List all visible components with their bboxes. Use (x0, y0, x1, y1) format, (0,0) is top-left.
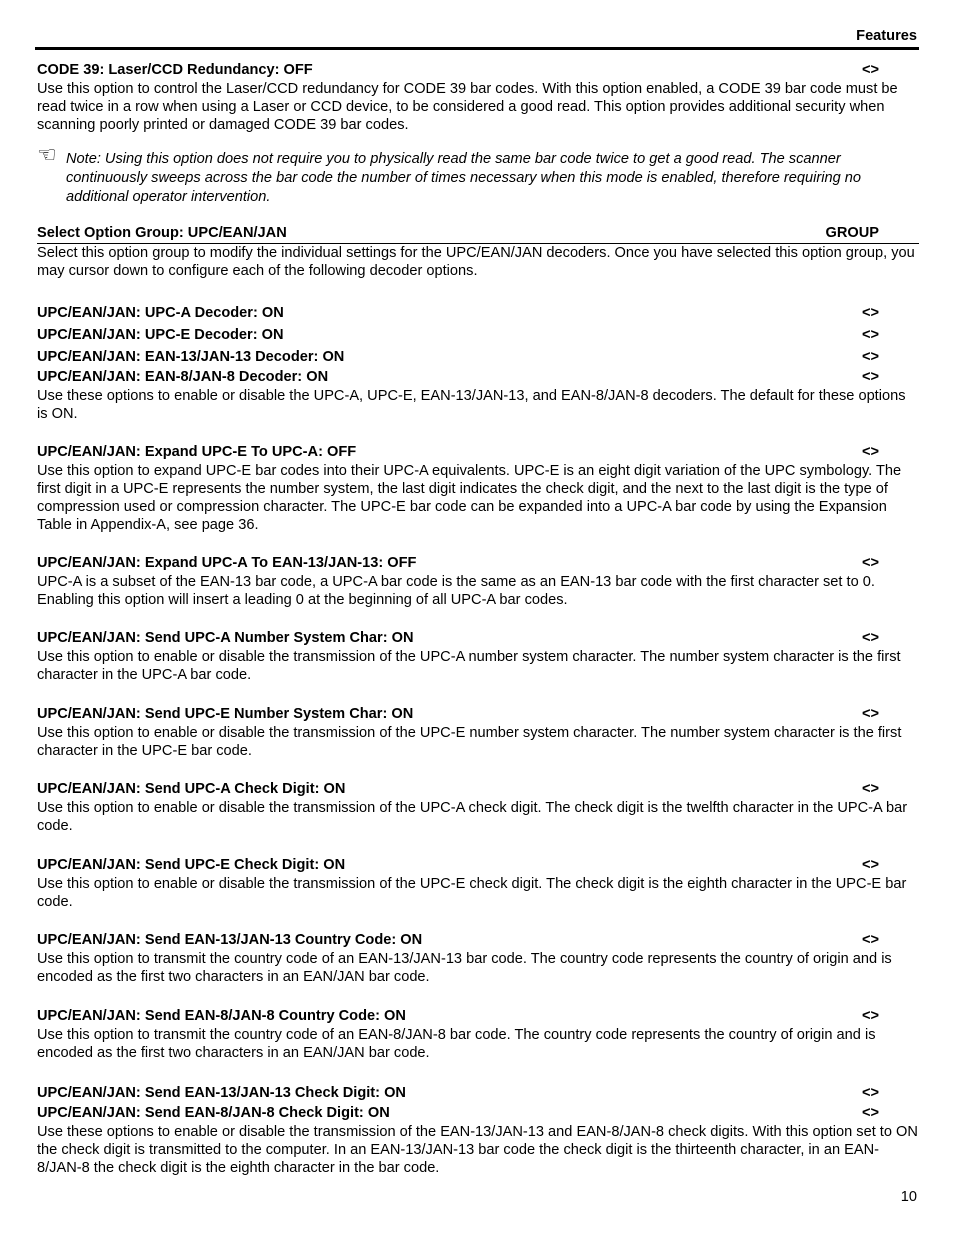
option-description: UPC-A is a subset of the EAN-13 bar code, a UPC-A bar code is the same as an EAN-13 bar code with the first character set to 0. Enabling this option will insert a leading 0 at the beginning of all UPC-A bar codes. (37, 574, 875, 608)
option-title: UPC/EAN/JAN: UPC-E Decoder: ON (37, 327, 284, 343)
option-heading (37, 629, 919, 648)
section-ean-check-digits (37, 1082, 919, 1177)
option-description: Use this option to enable or disable the transmission of the UPC-A number system character. The number system character is the first character in the UPC-A bar code. (37, 649, 901, 683)
option-heading (37, 443, 919, 462)
option-title: UPC/EAN/JAN: Send UPC-A Check Digit: ON (37, 781, 346, 797)
option-heading (37, 1104, 919, 1123)
option-title: UPC/EAN/JAN: Send UPC-A Number System Char: ON (37, 630, 414, 646)
option-description: Use this option to expand UPC-E bar codes into their UPC-A equivalents. UPC-E is an eight digit variation of the UPC symbology. The first digit in a UPC-E represents the number system, the last digit indicates the check digit, and the next to the last digit is the type of compression used or compression character. The UPC-E bar code can be expanded into a UPC-A bar code by using the Expansion Table in Appendix-A, see page 36. (37, 463, 902, 533)
option-title: UPC/EAN/JAN: UPC-A Decoder: ON (37, 305, 284, 321)
section-upce-check-digit (37, 856, 919, 911)
option-description: Use this option to enable or disable the transmission of the UPC-E number system character. The number system character is the first character in the UPC-E bar code. (37, 725, 902, 759)
option-marker: <> (861, 1105, 879, 1121)
section-upce-number-system (37, 705, 919, 760)
option-title: UPC/EAN/JAN: Expand UPC-E To UPC-A: OFF (37, 444, 357, 460)
option-title: UPC/EAN/JAN: EAN-8/JAN-8 Decoder: ON (37, 369, 329, 385)
option-description: Use these options to enable or disable the transmission of the EAN-13/JAN-13 and EAN-8/JAN-8 check digits. With this option set to ON the check digit is transmitted to the computer. In an EAN-13/JAN-13 bar code the check digit is the thirteenth character, in an EAN-8/JAN-8 the check digit is the eighth character in the bar code. (37, 1124, 918, 1176)
note-block (37, 142, 919, 207)
option-title: Select Option Group: UPC/EAN/JAN (37, 225, 287, 241)
option-description: Use this option to transmit the country code of an EAN-13/JAN-13 bar code. The country code represents the country of origin and is encoded as the first two characters in an EAN/JAN bar code. (37, 951, 892, 985)
section-option-group (37, 224, 919, 280)
option-heading (37, 1082, 919, 1104)
option-heading (37, 324, 919, 346)
option-title: UPC/EAN/JAN: EAN-13/JAN-13 Decoder: ON (37, 349, 345, 365)
section-decoders (37, 302, 919, 423)
option-description: Use this option to enable or disable the transmission of the UPC-A check digit. The check digit is the twelfth character in the UPC-A bar code. (37, 800, 908, 834)
page-number: 10 (900, 1189, 917, 1205)
option-title: UPC/EAN/JAN: Send UPC-E Number System Char: ON (37, 706, 414, 722)
section-expand-upca (37, 554, 919, 609)
option-marker: <> (861, 857, 879, 873)
option-marker: <> (861, 369, 879, 385)
option-marker: <> (861, 305, 879, 321)
document-page (37, 0, 919, 1235)
option-marker: <> (861, 349, 879, 365)
option-title: UPC/EAN/JAN: Send EAN-8/JAN-8 Check Digit: ON (37, 1105, 390, 1121)
option-description: Use this option to enable or disable the transmission of the UPC-E check digit. The check digit is the eighth character in the UPC-E bar code. (37, 876, 907, 910)
option-marker: <> (861, 932, 879, 948)
option-marker: GROUP (825, 225, 879, 241)
section-upca-number-system (37, 629, 919, 684)
section-ean13-country-code (37, 931, 919, 986)
option-title: UPC/EAN/JAN: Send EAN-8/JAN-8 Country Code: ON (37, 1008, 406, 1024)
option-marker: <> (861, 62, 879, 78)
page-header-title: Features (856, 28, 917, 44)
option-heading (37, 61, 919, 80)
option-marker: <> (861, 1085, 879, 1101)
section-code39 (37, 61, 919, 134)
option-marker: <> (861, 327, 879, 343)
option-marker: <> (861, 444, 879, 460)
option-heading (37, 554, 919, 573)
option-heading (37, 368, 919, 387)
option-heading (37, 346, 919, 368)
option-description: Use this option to control the Laser/CCD redundancy for CODE 39 bar codes. With this option enabled, a CODE 39 bar code must be read twice in a row when using a Laser or CCD device, to be considered a good read. This option provides additional security when scanning poorly printed or damaged CODE 39 bar codes. (37, 81, 898, 133)
option-description: Select this option group to modify the individual settings for the UPC/EAN/JAN decoders. Once you have selected this option group, you may cursor down to configure each of the following decoder options. (37, 245, 915, 279)
option-title: UPC/EAN/JAN: Send EAN-13/JAN-13 Country Code: ON (37, 932, 423, 948)
pointing-hand-icon: ☜ (37, 142, 57, 167)
option-marker: <> (861, 706, 879, 722)
option-heading (37, 780, 919, 799)
option-heading (37, 1007, 919, 1026)
section-ean8-country-code (37, 1007, 919, 1062)
option-description: Use this option to transmit the country code of an EAN-8/JAN-8 bar code. The country code represents the country of origin and is encoded as the first two characters in an EAN/JAN bar code. (37, 1027, 876, 1061)
section-expand-upce (37, 443, 919, 534)
option-heading (37, 856, 919, 875)
option-heading (37, 705, 919, 724)
option-title: UPC/EAN/JAN: Send EAN-13/JAN-13 Check Digit: ON (37, 1085, 406, 1101)
option-title: CODE 39: Laser/CCD Redundancy: OFF (37, 62, 313, 78)
option-heading (37, 302, 919, 324)
option-heading (37, 931, 919, 950)
header-rule (35, 47, 919, 50)
option-heading (37, 224, 919, 244)
section-upca-check-digit (37, 780, 919, 835)
option-marker: <> (861, 781, 879, 797)
option-title: UPC/EAN/JAN: Expand UPC-A To EAN-13/JAN-13: OFF (37, 555, 417, 571)
note-text: Note: Using this option does not require you to physically read the same bar code twice to get a good read. The scanner continuously sweeps across the bar code the number of times necessary when this mode is enabled, therefore requiring no additional operator intervention. (66, 151, 861, 205)
option-marker: <> (861, 630, 879, 646)
option-marker: <> (861, 555, 879, 571)
option-description: Use these options to enable or disable the UPC-A, UPC-E, EAN-13/JAN-13, and EAN-8/JAN-8 decoders. The default for these options is ON. (37, 388, 906, 422)
option-marker: <> (861, 1008, 879, 1024)
option-title: UPC/EAN/JAN: Send UPC-E Check Digit: ON (37, 857, 346, 873)
